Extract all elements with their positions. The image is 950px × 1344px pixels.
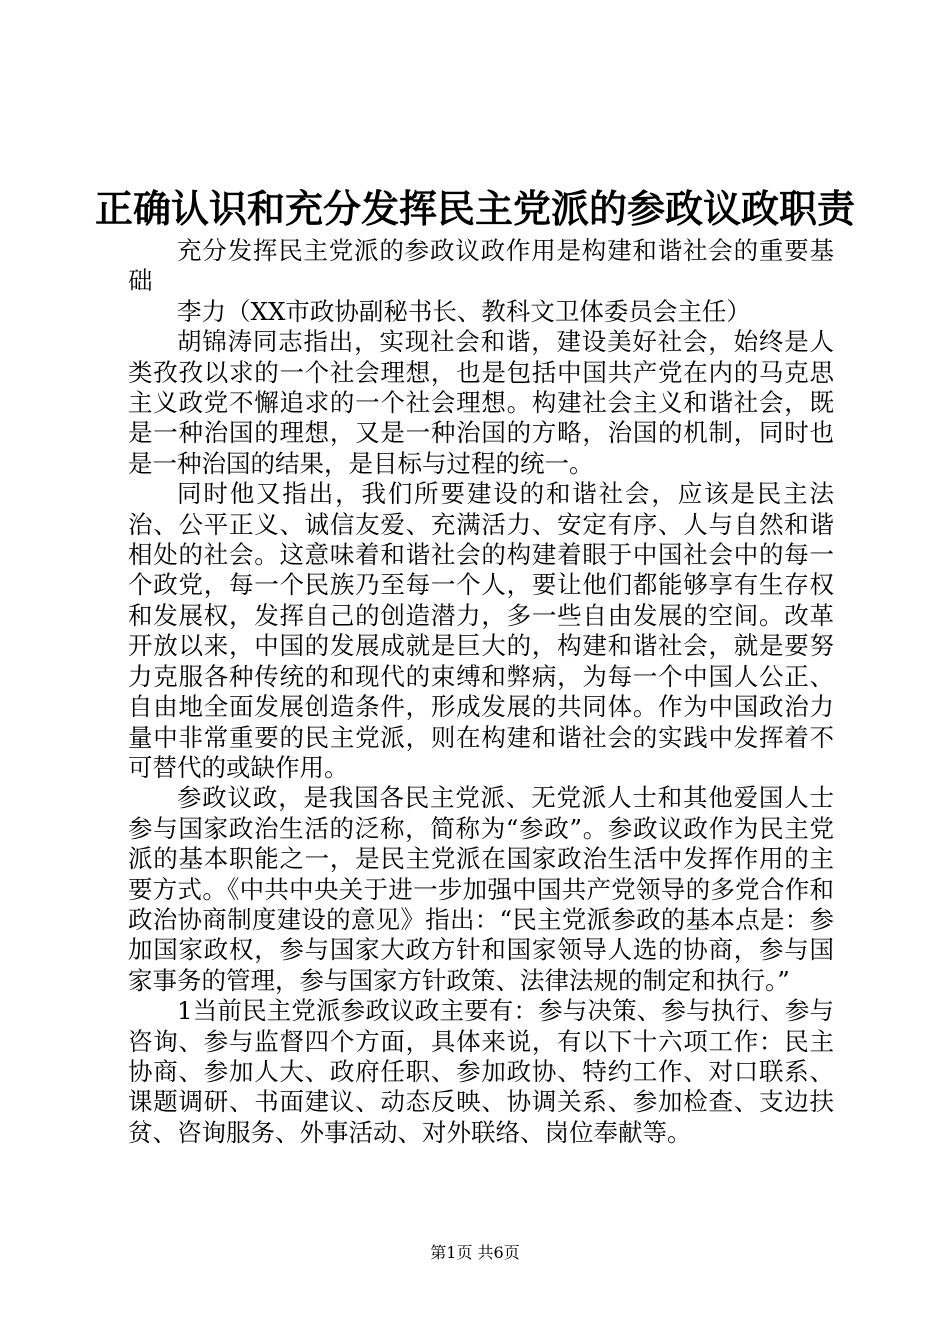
page-footer: 第1页 共6页 xyxy=(430,1243,520,1262)
body-paragraph: 同时他又指出，我们所要建设的和谐社会，应该是民主法治、公平正义、诚信友爱、充满活力、安定有序、人与自然和谐相处的社会。这意味着和谐社会的构建着眼于中国社会中的每一个政党，每一个民族乃至每一个人，要让他们都能够享有生存权和发展权，发挥自己的创造潜力，多一些自由发展的空间。改革开放以来，中国的发展成就是巨大的，构建和谐社会，就是要努力克服各种传统的和现代的束缚和弊病，为每一个中国人公正、自由地全面发展创造条件，形成发展的共同体。作为中国政治力量中非常重要的民主党派，则在构建和谐社会的实践中发挥着不可替代的或缺作用。 xyxy=(128,479,834,782)
author-line: 李力（XX市政协副秘书长、教科文卫体委员会主任） xyxy=(177,296,751,326)
body-paragraph: 胡锦涛同志指出，实现社会和谐，建设美好社会，始终是人类孜孜以求的一个社会理想，也是包括中国共产党在内的马克思主义政党不懈追求的一个社会理想。构建社会主义和谐社会，既是一种治国的理想，又是一种治国的方略，治国的机制，同时也是一种治国的结果，是目标与过程的统一。 xyxy=(128,327,834,478)
body-paragraph: 1当前民主党派参政议政主要有：参与决策、参与执行、参与咨询、参与监督四个方面，具体来说，有以下十六项工作：民主协商、参加人大、政府任职、参加政协、特约工作、对口联系、课题调研、书面建议、动态反映、协调关系、参加检查、支边扶贫、咨询服务、外事活动、对外联络、岗位奉献等。 xyxy=(128,996,834,1147)
subtitle-paragraph: 充分发挥民主党派的参政议政作用是构建和谐社会的重要基础 xyxy=(128,236,834,296)
document-title: 正确认识和充分发挥民主党派的参政议政职责 xyxy=(94,186,855,231)
body-paragraph: 参政议政，是我国各民主党派、无党派人士和其他爱国人士参与国家政治生活的泛称，简称为“参政”。参政议政作为民主党派的基本职能之一，是民主党派在国家政治生活中发挥作用的主要方式。《中共中央关于进一步加强中国共产党领导的多党合作和政治协商制度建设的意见》指出：“民主党派参政的基本点是：参加国家政权，参与国家大政方针和国家领导人选的协商，参与国家事务的管理，参与国家方针政策、法律法规的制定和执行。” xyxy=(128,783,834,995)
document-body xyxy=(128,236,834,1148)
